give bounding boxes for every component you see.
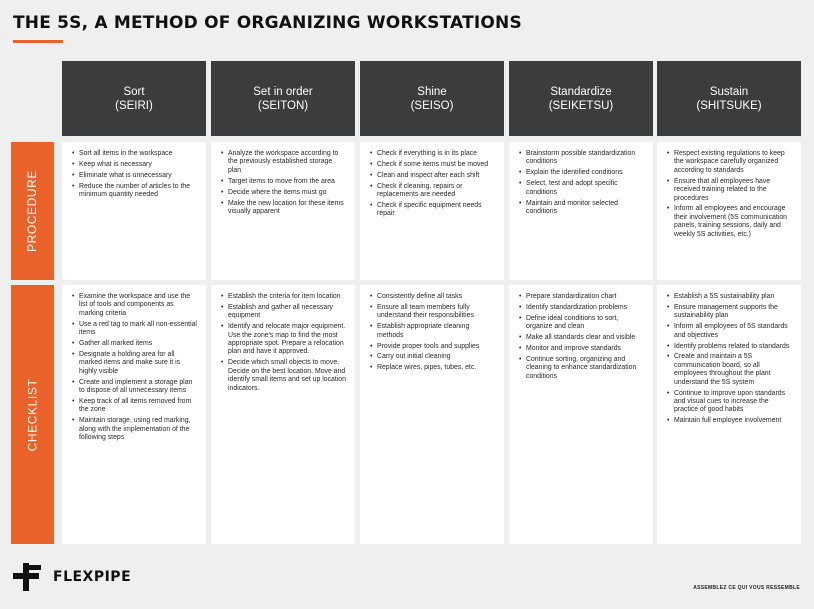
list-item: • Select, test and adopt specific conditions [519,180,645,197]
list-item: • Establish the criteria for item location [221,293,347,301]
list-item: • Identify problems related to standards [667,343,793,351]
list-item: • Establish appropriate cleaning methods [370,323,496,340]
bullet-list [519,150,645,216]
bullet-list [370,150,496,219]
list-item: • Eliminate what is unnecessary [72,172,198,180]
table-cell [657,285,801,544]
list-item: • Check if everything is in its place [370,150,496,158]
list-item: • Identify standardization problems [519,304,645,312]
table-cell [211,285,355,544]
list-item: • Check if some items must be moved [370,161,496,169]
flexpipe-logo [13,563,131,591]
column-japanese-term: (SEIRI) [115,99,153,112]
list-item: • Inform all employees and encourage their involvement (5S communication panels, training sessions, daily and weekly 5S activities, etc.) [667,205,793,239]
list-item: • Use a red tag to mark all non-essential items [72,321,198,338]
table-cell [62,142,206,280]
bullet-list [667,293,793,426]
list-item: • Create and implement a storage plan to dispose of all unnecessary items [72,379,198,396]
list-item: • Gather all marked items [72,340,198,348]
list-item: • Examine the workspace and use the list of tools and components as marking criteria [72,293,198,318]
bullet-list [221,293,347,393]
column-japanese-term: (SEIKETSU) [548,99,614,112]
column-japanese-term: (SEISO) [410,99,454,112]
list-item: • Sort all items in the workspace [72,150,198,158]
list-item: • Decide which small objects to move. Decide on the best location. Move and identify small items and set up location indicators. [221,359,347,393]
column-header-4 [509,61,653,136]
list-item: • Decide where the items must go [221,189,347,197]
list-item: • Maintain and monitor selected conditions [519,200,645,217]
list-item: • Identify and relocate major equipment. Use the zone's map to find the most appropriate spot. Prepare a relocation plan and have it approved. [221,323,347,357]
column-title: Shine [417,85,447,98]
row-label-text: PROCEDURE [25,169,40,253]
list-item: • Monitor and improve standards [519,345,645,353]
bullet-list [221,150,347,216]
table-cell [509,285,653,544]
list-item: • Ensure all team members fully understand their responsibilities [370,304,496,321]
list-item: • Continue to improve upon standards and visual cues to increase the practice of good habits [667,390,793,415]
list-item: • Clean and inspect after each shift [370,172,496,180]
list-item: • Inform all employees of 5S standards and objectives [667,323,793,340]
list-item: • Reduce the number of articles to the minimum quantity needed [72,183,198,200]
tagline: ASSEMBLEZ CE QUI VOUS RESSEMBLE [693,585,800,591]
column-title: Set in order [253,85,313,98]
row-label-procedure [11,142,54,280]
list-item: • Designate a holding area for all marked items and make sure it is highly visible [72,351,198,376]
column-title: Sustain [709,85,749,98]
list-item: • Consistently define all tasks [370,293,496,301]
title-underline [13,40,63,43]
list-item: • Keep what is necessary [72,161,198,169]
list-item: • Maintain storage, using red marking, along with the implementation of the following steps [72,417,198,442]
table-cell [360,142,504,280]
column-title: Standardize [550,85,612,98]
row-label-checklist [11,285,54,544]
list-item: • Establish and gather all necessary equipment [221,304,347,321]
column-title: Sort [123,85,145,98]
list-item: • Brainstorm possible standardization conditions [519,150,645,167]
table-cell [62,285,206,544]
table-cell [509,142,653,280]
page-title: THE 5S, A METHOD OF ORGANIZING WORKSTATIONS [13,13,522,33]
row-label-text: CHECKLIST [25,378,40,451]
list-item: • Define ideal conditions to sort, organize and clean [519,315,645,332]
bullet-list [519,293,645,381]
list-item: • Provide proper tools and supplies [370,343,496,351]
list-item: • Prepare standardization chart [519,293,645,301]
list-item: • Establish a 5S sustainability plan [667,293,793,301]
bullet-list [667,150,793,239]
list-item: • Carry out initial cleaning [370,353,496,361]
list-item: • Continue sorting, organizing and cleaning to enhance standardization conditions [519,356,645,381]
list-item: • Respect existing regulations to keep the workspace carefully organized according to standards [667,150,793,175]
column-header-3 [360,61,504,136]
bullet-list [72,293,198,443]
column-japanese-term: (SHITSUKE) [696,99,762,112]
bullet-list [72,150,198,200]
list-item: • Create and maintain a 5S communication board, so all employees throughout the plant understand the 5S system [667,353,793,387]
table-cell [211,142,355,280]
table-cell [360,285,504,544]
list-item: • Explain the identified conditions [519,169,645,177]
list-item: • Replace wires, pipes, tubes, etc. [370,364,496,372]
list-item: • Target items to move from the area [221,178,347,186]
column-japanese-term: (SEITON) [257,99,309,112]
brand-name: FLEXPIPE [53,569,132,585]
list-item: • Ensure that all employees have received training related to the procedures [667,178,793,203]
flexpipe-logo-icon [13,563,43,591]
list-item: • Analyze the workspace according to the previously established storage plan [221,150,347,175]
list-item: • Make the new location for these items visually apparent [221,200,347,217]
list-item: • Maintain full employee involvement [667,417,793,425]
list-item: • Check if cleaning, repairs or replacements are needed [370,183,496,200]
list-item: • Check if specific equipment needs repair [370,202,496,219]
list-item: • Make all standards clear and visible [519,334,645,342]
list-item: • Keep track of all items removed from the zone [72,398,198,415]
list-item: • Ensure management supports the sustainability plan [667,304,793,321]
table-cell [657,142,801,280]
bullet-list [370,293,496,373]
column-header-2 [211,61,355,136]
column-header-5 [657,61,801,136]
column-header-1 [62,61,206,136]
